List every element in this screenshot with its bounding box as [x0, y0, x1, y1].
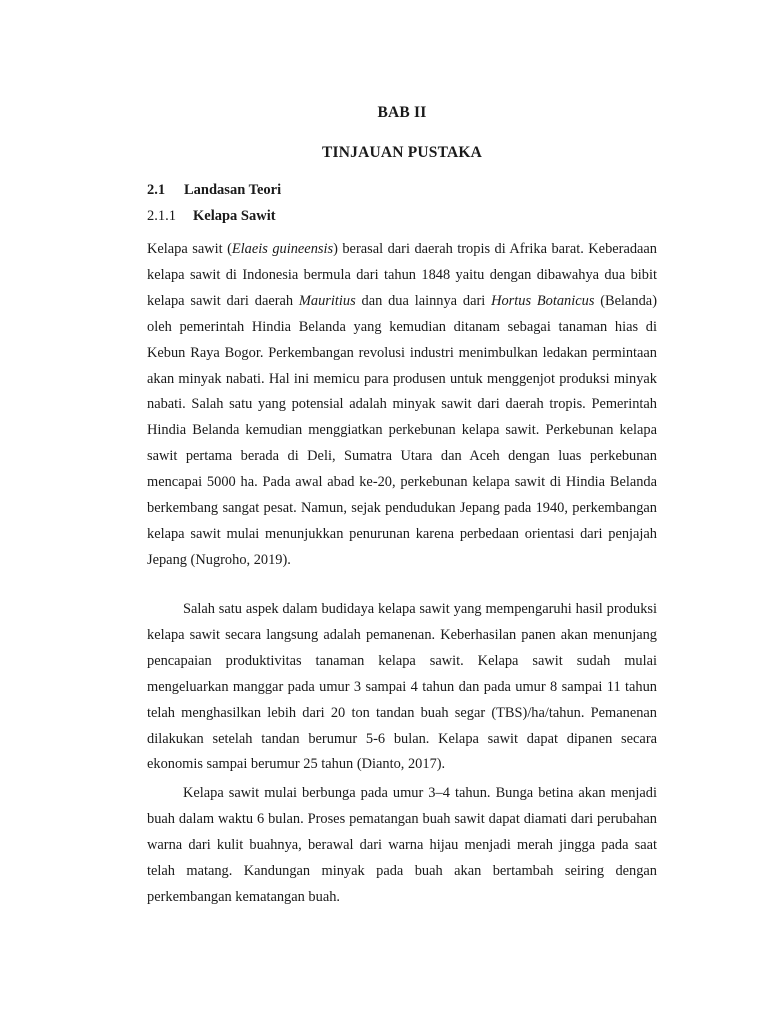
paragraph-text: ) berasal dari daerah tropis di Afrika barat. Keberadaan kelapa sawit di Indonesia bermula dari tahun 1848 yaitu dengan dibawahya dua bibit kelapa sawit dari daerah — [147, 241, 657, 309]
subsection-number: 2.1.1 — [147, 208, 176, 224]
chapter-title: TINJAUAN PUSTAKA — [321, 144, 483, 161]
section-number: 2.1 — [147, 182, 166, 198]
paragraph-text: Kelapa sawit ( — [147, 241, 232, 257]
body-paragraph-2: Salah satu aspek dalam budidaya kelapa sawit yang mempengaruhi hasil produksi kelapa sawit secara langsung adalah pemanenan. Keberhasilan panen akan menunjang pencapaian produktivitas tanaman kelapa sawit. Kelapa sawit sudah mulai mengeluarkan manggar pada umur 3 sampai 4 tahun dan pada umur 8 sampai 11 tahun telah menghasilkan lebih dari 20 ton tandan buah segar (TBS)/ha/tahun. Pemanenan dilakukan setelah tandan berumur 5-6 bulan. Kelapa sawit dapat dipanen secara ekonomis sampai berumur 25 tahun (Dianto, 2017). — [147, 601, 657, 773]
body-paragraph-3: Kelapa sawit mulai berbunga pada umur 3–4 tahun. Bunga betina akan menjadi buah dalam waktu 6 bulan. Proses pematangan buah sawit dapat diamati dari perubahan warna dari kulit buahnya, berawal dari warna hijau menjadi merah jingga pada saat telah matang. Kandungan minyak pada buah akan bertambah seiring dengan perkembangan kematangan buah. — [147, 785, 657, 905]
document-page — [147, 0, 657, 1024]
paragraph-text: (Belanda) oleh pemerintah Hindia Belanda yang kemudian ditanam sebagai tanaman hias di Kebun Raya Bogor. Perkembangan revolusi industri menimbulkan ledakan permintaan akan minyak nabati. Hal ini memicu para produsen untuk menggenjot produksi minyak nabati. Salah satu yang potensial adalah minyak sawit dari daerah tropis. Pemerintah Hindia Belanda kemudian menggiatkan perkebunan kelapa sawit. Perkebunan kelapa sawit pertama berada di Deli, Sumatra Utara dan Aceh dengan luas perkebunan mencapai 5000 ha. Pada awal abad ke-20, perkebunan kelapa sawit di Hindia Belanda berkembang sangat pesat. Namun, sejak pendudukan Jepang pada 1940, perkembangan kelapa sawit mulai menunjukkan penurunan karena perbedaan orientasi dari penjajah Jepang (Nugroho, 2019). — [147, 292, 657, 568]
place-name: Hortus Botanicus — [491, 292, 595, 309]
section-title: Landasan Teori — [184, 182, 282, 198]
subsection-heading-2-1-1 — [147, 208, 276, 225]
paragraph-text: dan dua lainnya dari — [355, 292, 492, 309]
subsection-title: Kelapa Sawit — [193, 208, 276, 224]
place-name: Mauritius — [298, 292, 356, 309]
body-paragraph-1 — [147, 237, 657, 574]
scientific-name: Elaeis guineensis — [231, 241, 334, 257]
section-heading-2-1 — [147, 182, 281, 199]
chapter-number: BAB II — [377, 104, 427, 121]
